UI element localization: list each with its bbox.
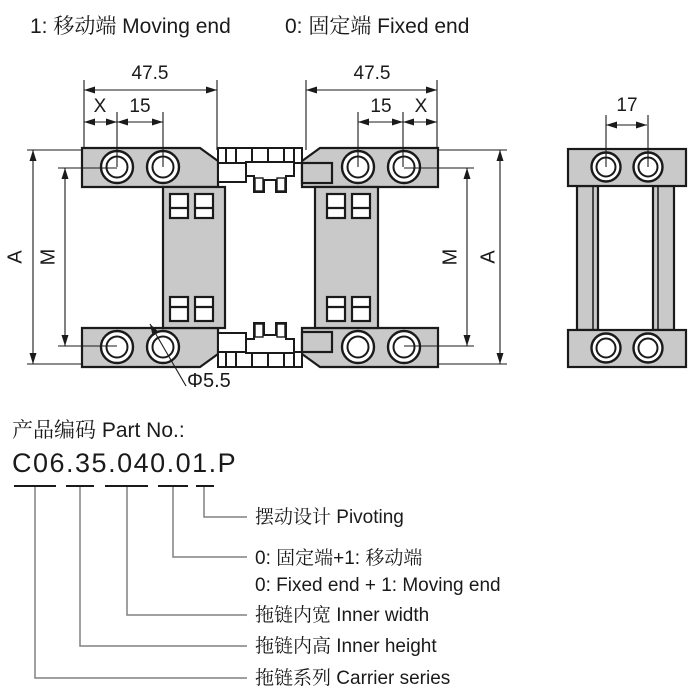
breakdown-carrier-series	[255, 665, 450, 692]
dim-a-left: A	[4, 250, 27, 264]
dim-x-right: X	[414, 96, 428, 117]
breakdown-pivoting-text: 摆动设计 Pivoting	[255, 507, 404, 528]
dim-17: 17	[616, 95, 638, 116]
breakdown-leader-lines	[35, 487, 247, 678]
dim-47-5-left: 47.5	[131, 63, 169, 84]
part-no-heading: 产品编码 Part No.:	[12, 419, 185, 442]
breakdown-ends-cn: 0: 固定端+1: 移动端	[255, 548, 423, 569]
breakdown-ends-en: 0: Fixed end + 1: Moving end	[255, 575, 501, 596]
breakdown-ends	[255, 545, 501, 599]
moving-end-label: 1: 移动端 Moving end	[30, 15, 231, 38]
dim-15-right: 15	[370, 96, 392, 117]
breakdown-inner-height-text: 拖链内高 Inner height	[255, 636, 437, 657]
dim-m-left: M	[37, 248, 60, 266]
center-links	[218, 148, 302, 367]
hole-diameter-label: Φ5.5	[187, 370, 231, 392]
dim-m-right: M	[439, 248, 462, 266]
breakdown-pivoting	[255, 504, 404, 531]
dim-x-left: X	[93, 96, 107, 117]
breakdown-inner-height	[255, 633, 437, 660]
side-view	[568, 149, 686, 367]
dim-47-5-right: 47.5	[353, 63, 391, 84]
dim-15-left: 15	[129, 96, 151, 117]
fixed-end-label: 0: 固定端 Fixed end	[285, 15, 470, 38]
breakdown-inner-width-text: 拖链内宽 Inner width	[255, 605, 430, 626]
part-number: C06.35.040.01.P	[12, 448, 238, 478]
breakdown-carrier-series-text: 拖链系列 Carrier series	[255, 668, 451, 689]
dim-a-right: A	[477, 250, 500, 264]
breakdown-inner-width	[255, 602, 429, 629]
